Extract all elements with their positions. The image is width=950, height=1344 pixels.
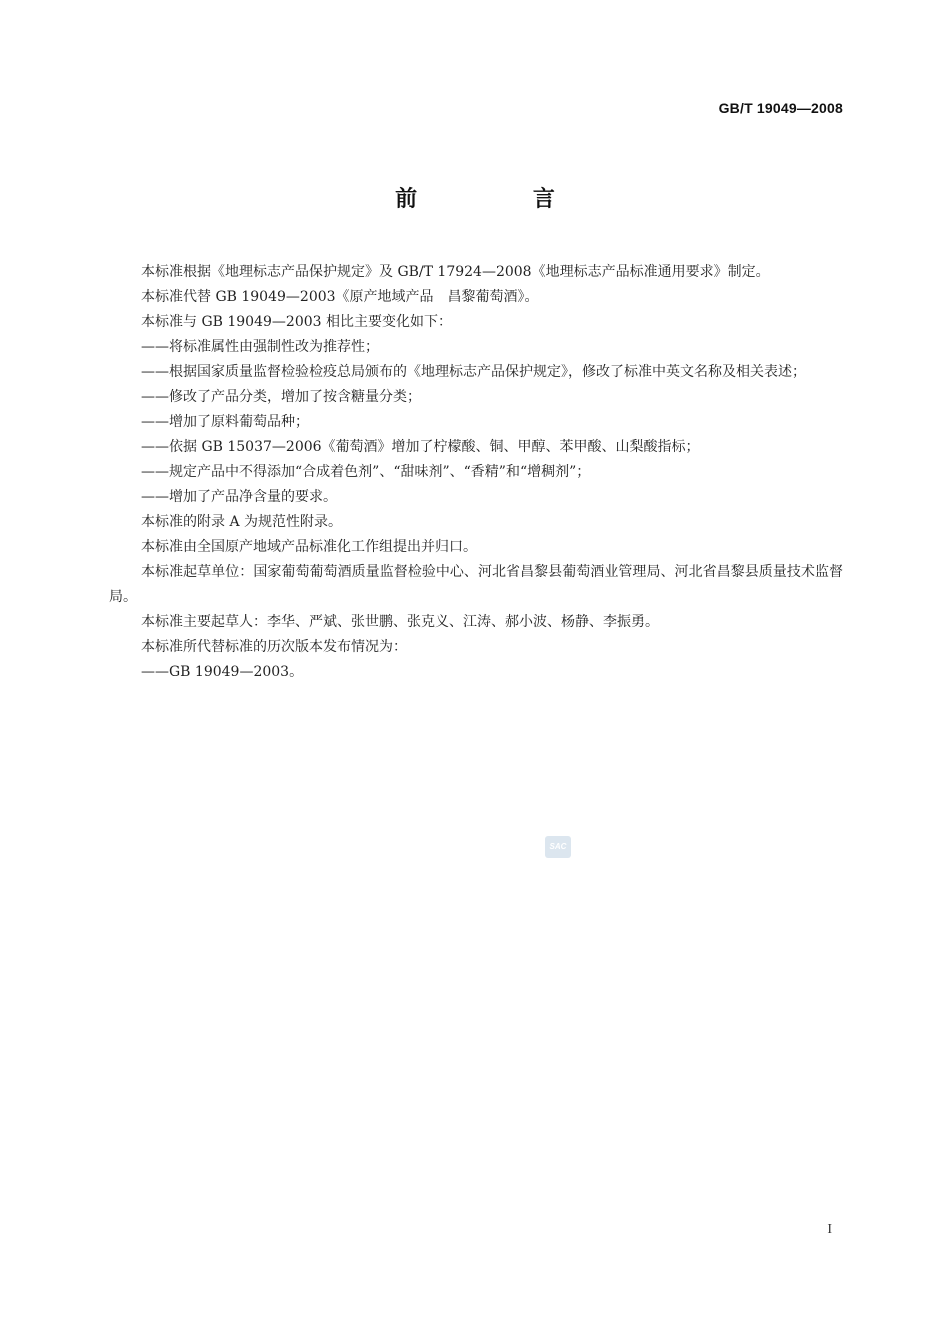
page-number: I [827,1222,832,1237]
change-item: ——依据 GB 15037—2006《葡萄酒》增加了柠檬酸、铜、甲醇、苯甲酸、山梨酸指标； [141,439,700,455]
page-title: 前 言 [395,187,609,212]
change-item: ——根据国家质量监督检验检疫总局颁布的《地理标志产品保护规定》，修改了标准中英文名称及相关表述； [141,364,806,380]
paragraph-changes-intro: 本标准与 GB 19049—2003 相比主要变化如下： [141,314,452,330]
paragraph-drafters: 本标准主要起草人：李华、严斌、张世鹏、张克义、江涛、郝小波、杨静、李振勇。 [141,614,659,630]
foreword-body [109,260,843,685]
change-item: ——规定产品中不得添加“合成着色剂”、“甜味剂”、“香精”和“增稠剂”； [141,464,591,480]
change-item: ——将标准属性由强制性改为推荐性； [141,339,379,355]
change-item: ——增加了产品净含量的要求。 [141,489,337,505]
paragraph-replaces: 本标准代替 GB 19049—2003《原产地域产品 昌黎葡萄酒》。 [141,289,539,305]
change-item: ——修改了产品分类，增加了按含糖量分类； [141,389,421,405]
paragraph-history-intro: 本标准所代替标准的历次版本发布情况为： [141,639,407,655]
sac-watermark-logo: SAC [545,836,571,858]
history-item: ——GB 19049—2003。 [141,664,304,680]
standard-code: GB/T 19049—2008 [718,100,843,116]
paragraph-drafting-units: 本标准起草单位：国家葡萄葡萄酒质量监督检验中心、河北省昌黎县葡萄酒业管理局、河北省昌黎县质量技术监督局。 [109,564,843,605]
paragraph-appendix: 本标准的附录 A 为规范性附录。 [141,514,343,530]
paragraph-basis: 本标准根据《地理标志产品保护规定》及 GB/T 17924—2008《地理标志产品标准通用要求》制定。 [141,264,770,280]
change-item: ——增加了原料葡萄品种； [141,414,309,430]
paragraph-proposer: 本标准由全国原产地域产品标准化工作组提出并归口。 [141,539,477,555]
